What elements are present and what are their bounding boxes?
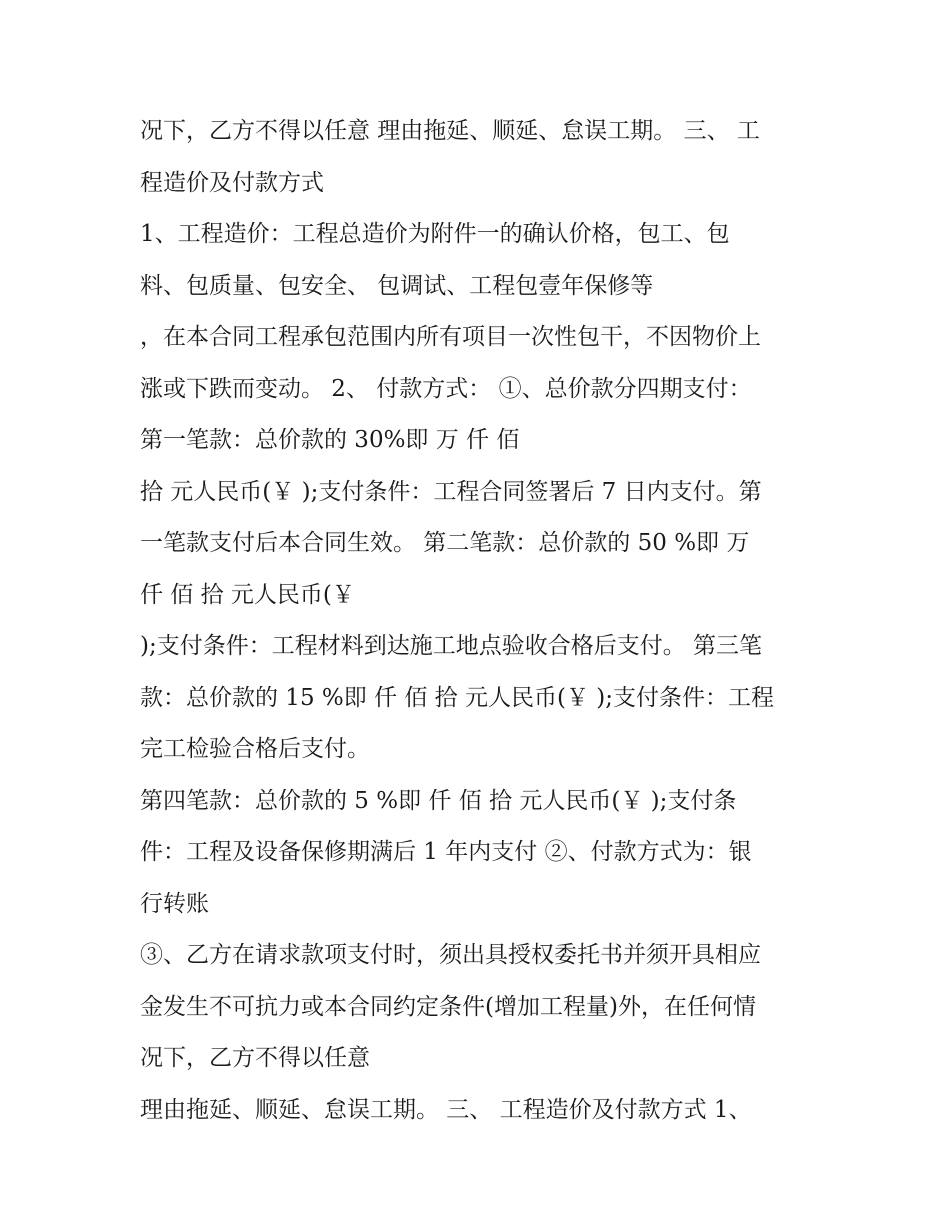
text-line: 况下，乙方不得以任意 [140, 1045, 370, 1071]
text-line: 金发生不可抗力或本合同约定条件(增加工程量)外，在任何情 [140, 993, 756, 1020]
text-line: 涨或下跌而变动。 2、 付款方式： ①、总价款分四期支付： [140, 375, 752, 402]
text-line: 程造价及付款方式 [140, 169, 324, 196]
text-line: 仟 佰 拾 元人民币(￥ [140, 581, 355, 608]
body-text [140, 106, 830, 1136]
text-line: ，在本合同工程承包范围内所有项目一次性包干，不因物价上 [140, 324, 761, 350]
text-line: 件：工程及设备保修期满后 1 年内支付 ②、付款方式为：银 [140, 839, 752, 865]
text-line: );支付条件：工程材料到达施工地点验收合格后支付。 第三笔 [140, 633, 763, 659]
text-line: 第四笔款：总价款的 5 %即 仟 佰 拾 元人民币(￥ );支付条 [140, 787, 737, 814]
text-line: 第一笔款：总价款的 30%即 万 仟 佰 [140, 427, 520, 453]
text-line: 料、包质量、包安全、 包调试、工程包壹年保修等 [140, 272, 654, 299]
text-line: 拾 元人民币(￥ );支付条件：工程合同签署后 7 日内支付。第 [140, 478, 762, 505]
text-line: 理由拖延、顺延、怠误工期。 三、 工程造价及付款方式 1、 [140, 1096, 752, 1123]
text-line: 款：总价款的 15 %即 仟 佰 拾 元人民币(￥ );支付条件：工程 [140, 684, 774, 711]
text-line: 完工检验合格后支付。 [140, 736, 370, 762]
text-line: ③、乙方在请求款项支付时，须出具授权委托书并须开具相应 [140, 942, 761, 968]
text-line: 一笔款支付后本合同生效。 第二笔款：总价款的 50 %即 万 [140, 530, 750, 556]
text-line: 1、工程造价：工程总造价为附件一的确认价格，包工、包 [140, 221, 730, 247]
text-line: 况下，乙方不得以任意 理由拖延、顺延、怠误工期。 三、 工 [140, 118, 760, 144]
text-line: 行转账 [140, 890, 209, 917]
